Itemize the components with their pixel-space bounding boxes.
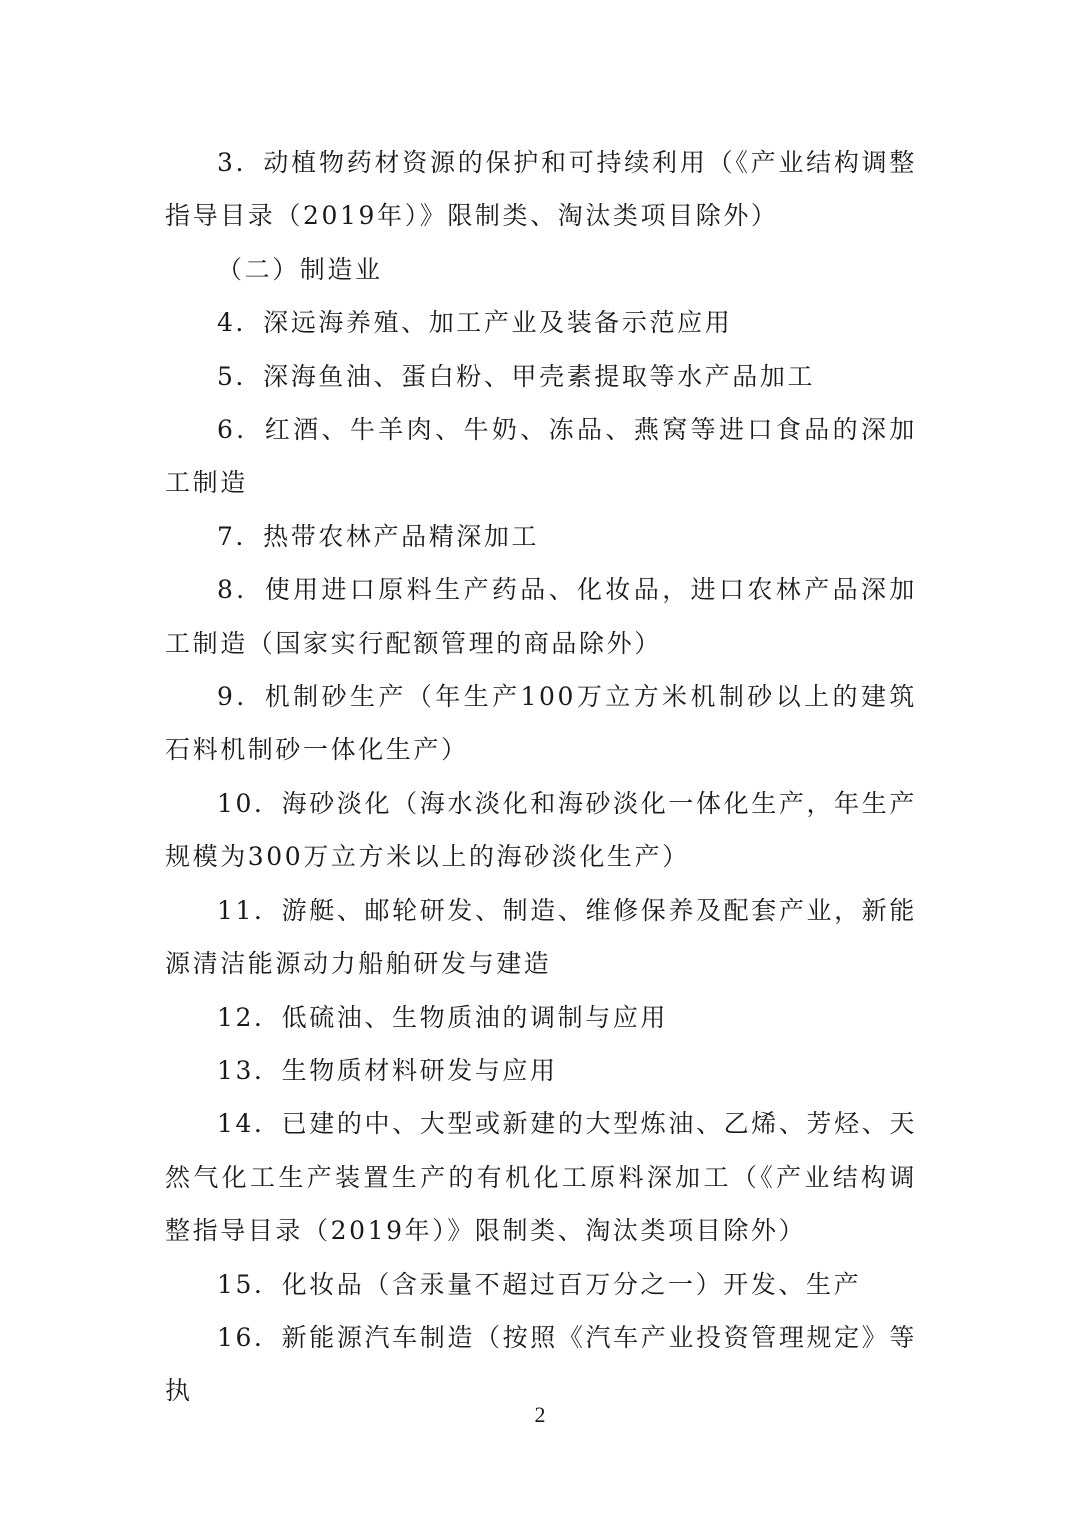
paragraph-item-12: 12．低硫油、生物质油的调制与应用: [217, 1002, 669, 1032]
paragraph-item-10: 10．海砂淡化（海水淡化和海砂淡化一体化生产，年生产规模为300万立方米以上的海砂淡化生产）: [165, 788, 917, 872]
page-number: 2: [534, 1402, 546, 1427]
paragraph-item-9: 9．机制砂生产（年生产100万立方米机制砂以上的建筑石料机制砂一体化生产）: [165, 682, 917, 765]
document-body: [165, 136, 917, 1418]
paragraph-item-3: 3．动植物药材资源的保护和可持续利用（《产业结构调整指导目录（2019年）》限制类、淘汰类项目除外）: [165, 148, 917, 231]
paragraph-item-16: 16．新能源汽车制造（按照《汽车产业投资管理规定》等执: [165, 1322, 917, 1406]
paragraph-item-7: 7．热带农林产品精深加工: [217, 521, 540, 551]
paragraph-item-15: 15．化妆品（含汞量不超过百万分之一）开发、生产: [217, 1269, 862, 1299]
paragraph-item-6: 6．红酒、牛羊肉、牛奶、冻品、燕窝等进口食品的深加工制造: [165, 415, 917, 498]
section-heading-manufacturing: （二）制造业: [217, 254, 383, 284]
paragraph-item-5: 5．深海鱼油、蛋白粉、甲壳素提取等水产品加工: [217, 361, 816, 391]
paragraph-item-13: 13．生物质材料研发与应用: [217, 1055, 558, 1085]
paragraph-item-14: 14．已建的中、大型或新建的大型炼油、乙烯、芳烃、天然气化工生产装置生产的有机化工原料深加工（《产业结构调整指导目录（2019年）》限制类、淘汰类项目除外）: [165, 1109, 917, 1246]
paragraph-item-11: 11．游艇、邮轮研发、制造、维修保养及配套产业，新能源清洁能源动力船舶研发与建造: [165, 895, 917, 979]
paragraph-item-8: 8．使用进口原料生产药品、化妆品，进口农林产品深加工制造（国家实行配额管理的商品除外）: [165, 575, 917, 658]
paragraph-item-4: 4．深远海养殖、加工产业及装备示范应用: [217, 308, 733, 338]
